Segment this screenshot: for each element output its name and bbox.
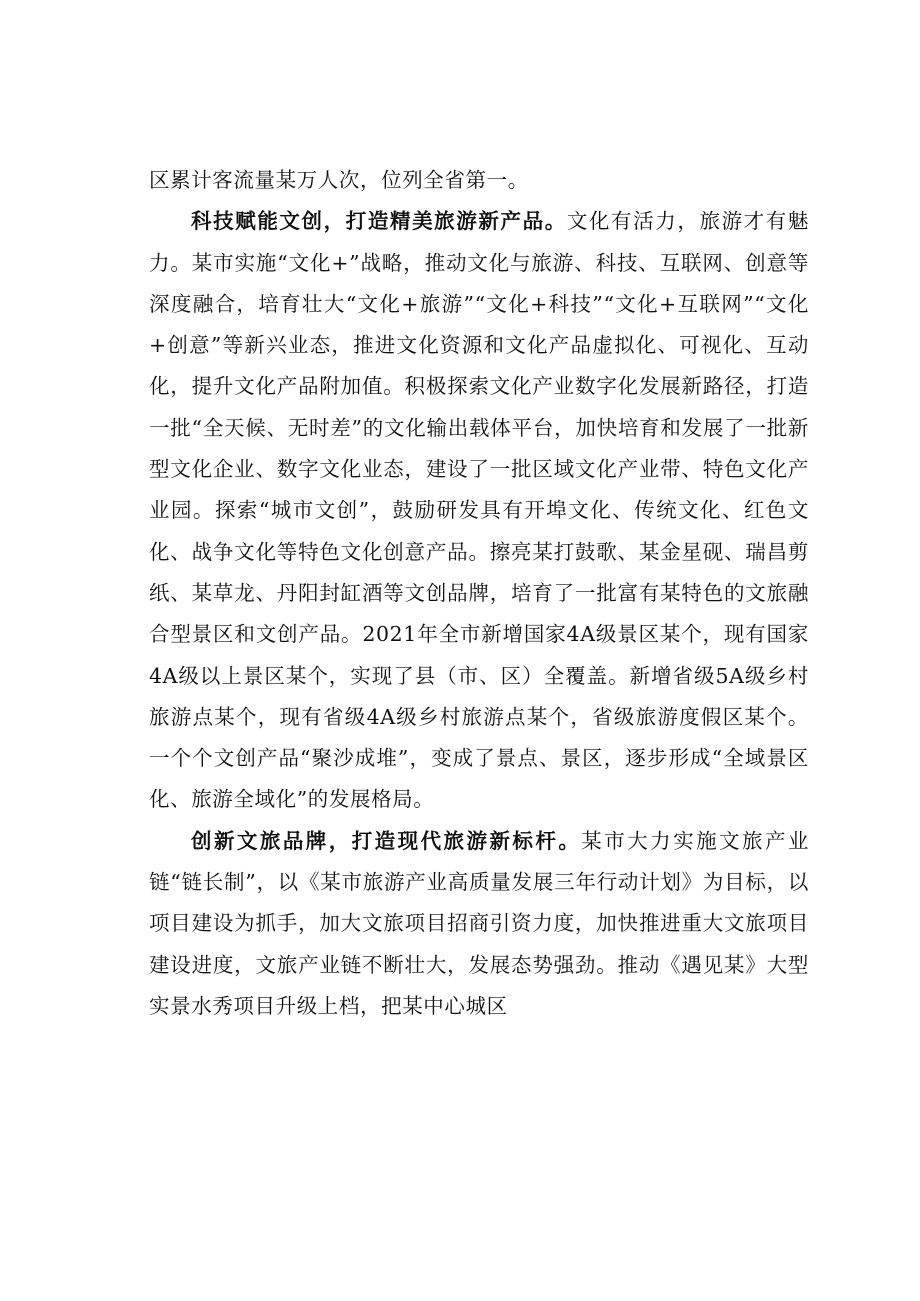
paragraph-heading: 科技赋能文创，打造精美旅游新产品。 bbox=[191, 209, 567, 234]
paragraph-heading: 创新文旅品牌，打造现代旅游新标杆。 bbox=[191, 828, 582, 853]
paragraph-continuation bbox=[149, 160, 809, 201]
paragraph-tech-culture bbox=[149, 201, 809, 820]
body-text bbox=[149, 160, 809, 1027]
paragraph-text: 某市大力实施文旅产业链“链长制”，以《某市旅游产业高质量发展三年行动计划》为目标，以项目建设为抓手，加大文旅项目招商引资力度，加快推进重大文旅项目建设进度，文旅产业链不断壮大，发展态势强劲。推动《遇见某》大型实景水秀项目升级上档，把某中心城区 bbox=[149, 828, 809, 1018]
paragraph-brand-innovation bbox=[149, 821, 809, 1027]
paragraph-text: 区累计客流量某万人次，位列全省第一。 bbox=[149, 168, 529, 192]
paragraph-text: 文化有活力，旅游才有魅力。某市实施“文化+”战略，推动文化与旅游、科技、互联网、创意等深度融合，培育壮大“文化+旅游”“文化+科技”“文化+互联网”“文化+创意”等新兴业态，推进文化资源和文化产品虚拟化、可视化、互动化，提升文化产品附加值。积极探索文化产业数字化发展新路径，打造一批“全天候、无时差”的文化输出载体平台，加快培育和发展了一批新型文化企业、数字文化业态，建设了一批区域文化产业带、特色文化产业园。探索“城市文创”，鼓励研发具有开埠文化、传统文化、红色文化、战争文化等特色文化创意产品。擦亮某打鼓歌、某金星砚、瑞昌剪纸、某草龙、丹阳封缸酒等文创品牌，培育了一批富有某特色的文旅融合型景区和文创产品。2021年全市新增国家4A级景区某个，现有国家4A级以上景区某个，实现了县（市、区）全覆盖。新增省级5A级乡村旅游点某个，现有省级4A级乡村旅游点某个，省级旅游度假区某个。一个个文创产品“聚沙成堆”，变成了景点、景区，逐步形成“全域景区化、旅游全域化”的发展格局。 bbox=[149, 209, 809, 812]
